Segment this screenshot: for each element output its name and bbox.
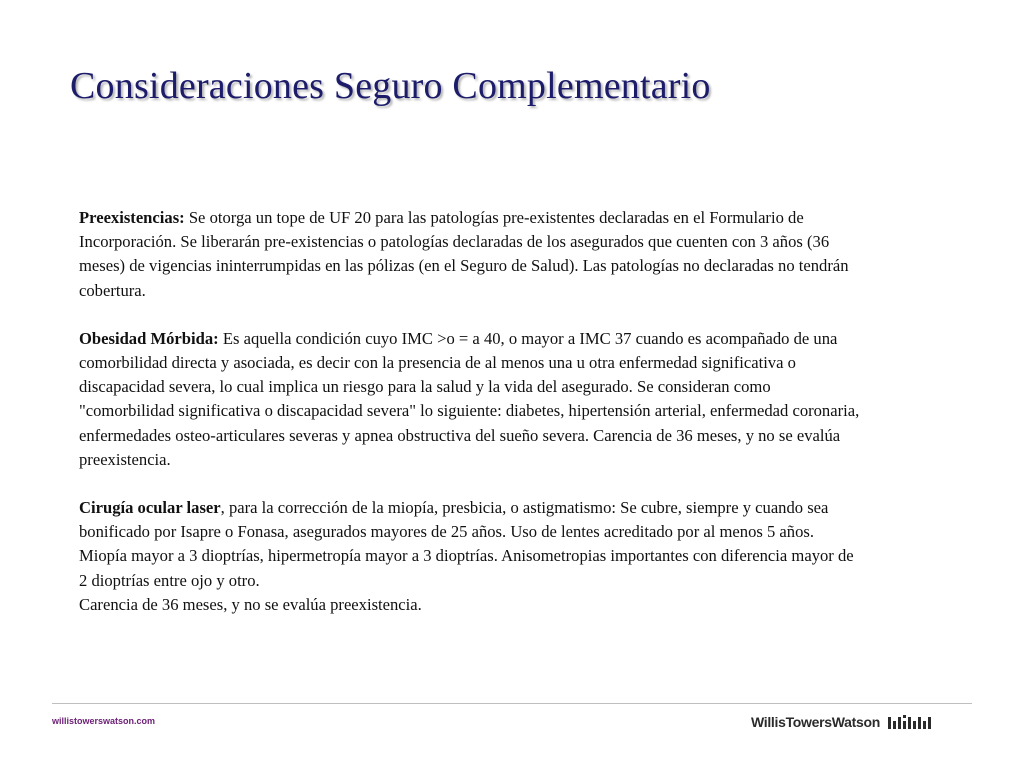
section-line: enfermedades osteo-articulares severas y apnea obstructiva del sueño severa. Carencia de 36 meses, y no se evalúa	[79, 425, 841, 445]
section-line: comorbilidad directa y asociada, es decir con la presencia de al menos una u otra enfermedad significativa o	[79, 353, 796, 373]
brand-name: WillisTowersWatson	[750, 714, 880, 730]
section-line: bonificado por Isapre o Fonasa, asegurados mayores de 25 años. Uso de lentes acreditado por al menos 5 años.	[79, 522, 814, 542]
section-line: meses) de vigencias ininterrumpidas en las pólizas (en el Seguro de Salud). Las patologías no declaradas no tendrán	[79, 256, 849, 276]
section-line: 2 dioptrías entre ojo y otro.	[79, 570, 260, 590]
slide-title: Consideraciones Seguro Complementario	[70, 65, 711, 107]
section-line: Se otorga un tope de UF 20 para las patologías pre-existentes declaradas en el Formulario de	[184, 208, 804, 227]
section-preexistencias	[79, 206, 929, 303]
brand-lockup	[751, 714, 934, 730]
footer-website-link[interactable]: willistowerswatson.com	[52, 716, 156, 726]
section-line: "comorbilidad significativa o discapacidad severa" lo siguiente: diabetes, hipertensión arterial, enfermedad coronaria,	[79, 401, 860, 421]
section-term: Cirugía ocular laser	[79, 498, 221, 518]
section-line: Carencia de 36 meses, y no se evalúa preexistencia.	[79, 594, 422, 614]
section-term: Obesidad Mórbida:	[79, 328, 219, 348]
section-term: Preexistencias:	[79, 208, 185, 227]
slide-body	[79, 206, 929, 617]
footer-divider	[52, 703, 972, 704]
section-line: discapacidad severa, lo cual implica un riesgo para la salud y la vida del asegurado. Se consideran como	[79, 377, 771, 397]
section-line: preexistencia.	[79, 449, 171, 469]
section-line: Incorporación. Se liberarán pre-existencias o patologías declaradas de los asegurados que cuenten con 3 años (36	[79, 232, 830, 252]
section-obesidad-morbida	[79, 327, 929, 472]
section-line: Es aquella condición cuyo IMC >o = a 40, o mayor a IMC 37 cuando es acompañado de una	[218, 328, 838, 348]
willis-towers-watson-logo-icon	[888, 715, 934, 729]
section-cirugia-ocular	[79, 496, 929, 617]
section-line: cobertura.	[79, 280, 146, 300]
section-line: , para la corrección de la miopía, presbicia, o astigmatismo: Se cubre, siempre y cuando sea	[220, 498, 829, 518]
section-line: Miopía mayor a 3 dioptrías, hipermetropía mayor a 3 dioptrías. Anisometropias importantes con diferencia mayor de	[79, 546, 854, 566]
